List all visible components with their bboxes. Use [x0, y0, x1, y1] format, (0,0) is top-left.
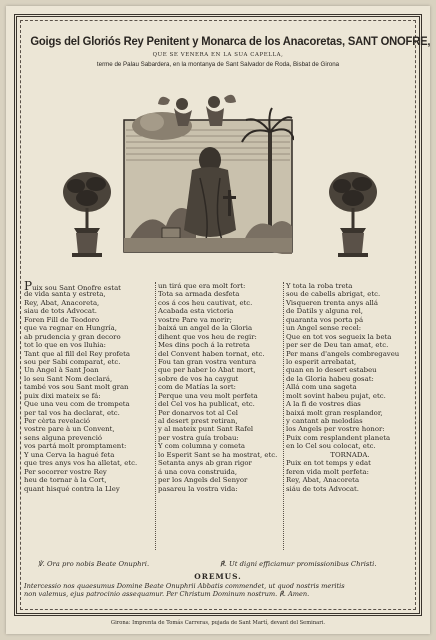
- verse-line: per tal vos ha declarat, etc.: [24, 408, 120, 417]
- verse-line: de Datils y alguna rel,: [286, 307, 363, 316]
- verse-line: Puix sou Sant Onofre estat: [24, 279, 121, 293]
- verse-line: siáu de tots Advocat.: [286, 484, 359, 493]
- verse-line: per los Angels del Senyor: [158, 476, 248, 485]
- response: ℟. Ut digni efficiamur promissionibus Christi.: [220, 560, 377, 568]
- verse-column-3: [286, 282, 414, 493]
- verse-line: Y tota la roba treta: [286, 282, 353, 290]
- verse-column-1: [24, 279, 148, 493]
- verse-line: Acabada esta victoria: [158, 307, 234, 316]
- verse-line: tot lo que en vos lluhia:: [24, 341, 106, 350]
- verse-line: Mes dins poch á la retreta: [158, 341, 250, 350]
- verse-line: heu de tornar à la Cort,: [24, 476, 107, 485]
- verse-line: lo seu Sant Nom declará,: [24, 374, 113, 383]
- verse-line: vos partá molt promptament:: [24, 442, 127, 451]
- potted-plant-right-illustration: [322, 168, 384, 260]
- verse-line: sens alguna prevenció: [24, 433, 103, 442]
- verse-line: cos á cos heu cautivat, etc.: [158, 298, 253, 307]
- verse-column-2: [158, 282, 282, 493]
- verse-line: los Angels per vostre honor:: [286, 425, 385, 434]
- verse-line: dihent que vos heu de regir:: [158, 332, 257, 341]
- verse-line: á una cova construida,: [158, 467, 238, 476]
- verse-line: del Convent haben tornat, etc.: [158, 349, 265, 358]
- verse-line: Rey, Abat, Anacoreta: [286, 476, 360, 485]
- verse-line: lo Esperit Sant se ha mostrat, etc.: [158, 450, 278, 459]
- verse-line: Fou tan gran vostra ventura: [158, 357, 257, 366]
- verse-line: de vida santa y estreta,: [24, 290, 106, 299]
- verse-line: que va regnar en Hungría,: [24, 324, 117, 333]
- closing-prayer: [24, 582, 414, 599]
- verse-line: Rey, Abat, Anacoreta,: [24, 298, 100, 307]
- verse-line: sou per Sabi comparat, etc.: [24, 357, 121, 366]
- verse-line: sou de cabells abrigat, etc.: [286, 290, 381, 299]
- verse-line: Per donarvos tot al Cel: [158, 408, 238, 417]
- subtitle-chapel: QUE SE VENERA EN LA SUA CAPELLA,: [152, 52, 284, 58]
- verse-line: siau de tots Advocat.: [24, 307, 97, 316]
- verse-line: de la Gloria habeu gosat:: [286, 374, 374, 383]
- verse-line: que tres anys vos ha alletat, etc.: [24, 459, 138, 468]
- verse-line: un Angel sense recel:: [286, 324, 362, 333]
- verse-line: Per cèrta revelació: [24, 417, 91, 425]
- verse-line: baixá molt gran resplandor,: [286, 408, 383, 417]
- verse-line: y al mateix punt Sant Rafel: [158, 425, 254, 434]
- verse-line: un tirá que era molt fort:: [158, 282, 246, 290]
- verse-line: quant hisqué contra la Lley: [24, 484, 120, 493]
- verse-line: també vos sou Sant molt gran: [24, 383, 129, 392]
- verse-line: Puix com resplandent planeta: [286, 433, 391, 442]
- oremus-heading: OREMUS.: [194, 572, 242, 581]
- verse-line: quaranta vos porta pá: [286, 315, 364, 324]
- subtitle-location: terme de Palau Sabardera, en la montanya de Sant Salvador de Roda, Bisbat de Girona: [96, 61, 340, 68]
- verse-line: per vostra guía trobau:: [158, 433, 239, 442]
- verse-line: feren vida molt perfeta:: [286, 467, 369, 476]
- saint-onofre-engraving: [122, 86, 294, 254]
- verse-line: sobre de vos ha caygut: [158, 374, 239, 383]
- verse-line: baixá un angel de la Gloria: [158, 324, 253, 333]
- verse-line: Allá com una sageta: [286, 383, 357, 392]
- verse-line: Que una veu com de trompeta: [24, 400, 130, 409]
- verse-line: en lo Cel sou colocat, etc.: [286, 442, 376, 451]
- column-divider: [155, 282, 156, 550]
- column-divider: [283, 282, 284, 550]
- versicle: ℣. Ora pro nobis Beate Onuphri.: [38, 560, 150, 568]
- verse-line: com de Matías la sort:: [158, 383, 236, 392]
- verse-line: que per haber lo Abat mort,: [158, 366, 256, 375]
- verse-line: quan en lo desert estabeu: [286, 366, 377, 375]
- prayer-line: non valemus, ejus patrocinio assequamur. Per Christum Dominum nostrum. ℟. Amen.: [24, 590, 310, 599]
- page-title: Goigs del Gloriós Rey Penitent y Monarca de los Anacoretas, SANT ONOFRE,: [30, 34, 431, 48]
- verse-line: ab prudencia y gran decoro: [24, 332, 121, 341]
- verse-line: Visqueren trenta anys allá: [286, 298, 378, 307]
- verse-line: A la fi de vostres dias: [286, 400, 361, 409]
- verse-line: Tant que al fill del Rey profeta: [24, 349, 130, 358]
- verse-line: vostre Pare va morir;: [158, 315, 232, 324]
- verse-line: Y una Cerva la hagué feta: [24, 450, 115, 459]
- drop-cap: P: [24, 279, 33, 293]
- verse-line: lo esperit arrebatat,: [286, 357, 357, 366]
- verse-line: al desert prest retiran,: [158, 417, 238, 425]
- verse-line: Que en tot vos segueix la beta: [286, 332, 392, 341]
- verse-line: Per mans d'angels combregaveu: [286, 349, 400, 358]
- verse-line: Perque una veu molt perfeta: [158, 391, 258, 400]
- printer-imprint: Girona: Imprenta de Tomás Carreras, pujada de Sant Martí, devant del Seminari.: [110, 620, 326, 626]
- verse-line: per ser de Deu tan amat, etc.: [286, 341, 389, 350]
- verse-line: Setanta anys ab gran rigor: [158, 459, 252, 468]
- verse-line: del Cel vos ha publicat, etc.: [158, 400, 255, 409]
- verse-line: pasareu la vostra vida:: [158, 484, 238, 493]
- verse-line: Tota sa armada desfeta: [158, 290, 240, 299]
- verse-line: Un Angel à Sant Joan: [24, 366, 99, 375]
- verse-line: Per socorrer vostre Rey: [24, 467, 107, 476]
- verse-line: y cantant ab melodías: [286, 417, 363, 425]
- verse-line: Puix en tot temps y edat: [286, 459, 371, 468]
- verse-line: Y com columna y cometa: [158, 442, 245, 451]
- verse-line: puix dixi mateix se fá:: [24, 391, 101, 400]
- prayer-line: Intercessio nos quaesumus Domine Beate Onuphrii Abbatis commendet, ut quod nostris meritis: [24, 582, 345, 590]
- potted-plant-left-illustration: [56, 168, 118, 260]
- verse-line: Foren Fill de Teodoro: [24, 315, 100, 324]
- verse-line: vostre pare à un Convent,: [24, 425, 115, 434]
- tornada-heading: TORNADA.: [330, 450, 370, 459]
- verse-line: molt sovint habeu pujat, etc.: [286, 391, 386, 400]
